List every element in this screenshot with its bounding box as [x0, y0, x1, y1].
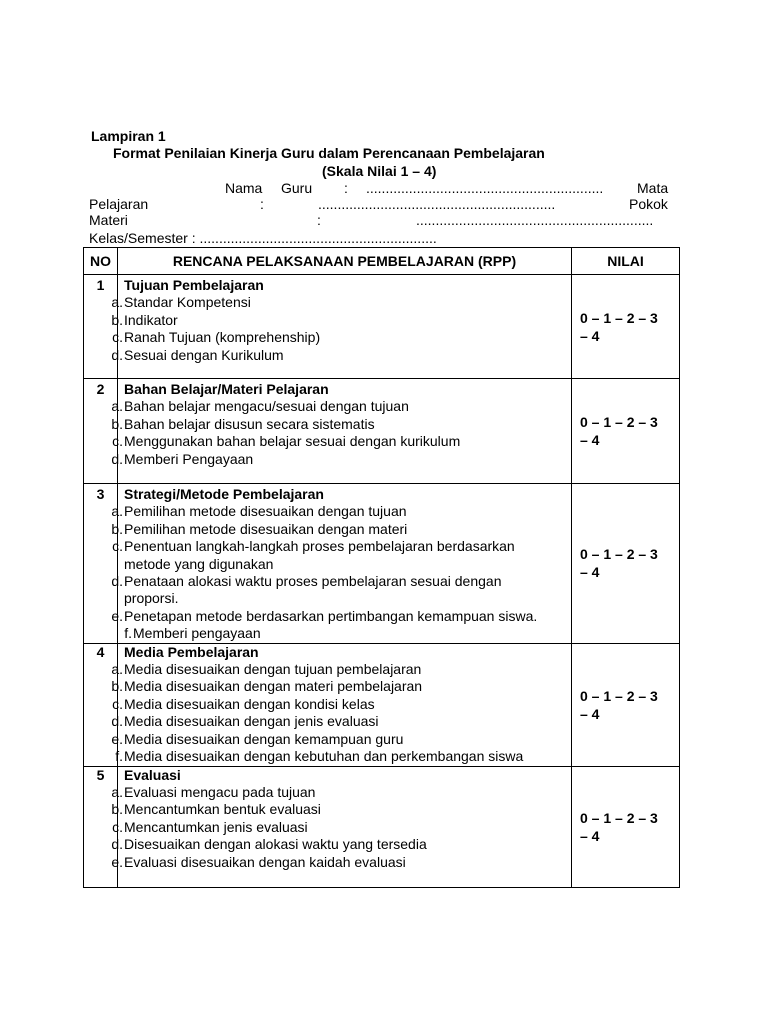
score-scale-line1: 0 – 1 – 2 – 3 — [580, 414, 658, 430]
item-text: Penataan alokasi waktu proses pembelajaran sesuai dengan — [124, 573, 502, 590]
section-number: 5 — [84, 766, 118, 887]
item-letter: a. — [111, 503, 123, 520]
section-row — [84, 379, 680, 484]
list-item — [111, 294, 571, 311]
section-row — [84, 275, 680, 379]
item-text: Media disesuaikan dengan kemampuan guru — [124, 730, 404, 747]
section-number: 4 — [84, 643, 118, 766]
pelajaran-label: Pelajaran — [89, 196, 149, 212]
list-item — [111, 853, 571, 871]
list-item — [112, 433, 571, 450]
item-letter: c. — [112, 538, 123, 555]
list-item — [111, 801, 571, 818]
section-title: Bahan Belajar/Materi Pelajaran — [124, 381, 329, 397]
item-text: Penetapan metode berdasarkan pertimbangan kemampuan siswa. — [124, 607, 538, 624]
section-items — [111, 275, 572, 379]
list-item — [111, 450, 571, 468]
item-text: Media disesuaikan dengan kebutuhan dan perkembangan siswa — [124, 748, 524, 765]
list-item — [111, 520, 571, 538]
nama-guru-dots: ............................................................. — [366, 180, 604, 196]
document-subtitle: (Skala Nilai 1 – 4) — [322, 163, 437, 179]
nama-label: Nama — [225, 180, 263, 196]
list-item — [112, 329, 571, 346]
list-item — [111, 661, 571, 678]
item-text: Disesuaikan dengan alokasi waktu yang tersedia — [124, 836, 427, 853]
item-letter: b. — [111, 678, 123, 695]
list-item — [111, 311, 571, 329]
item-text: Media disesuaikan dengan kondisi kelas — [124, 695, 375, 712]
section-row — [84, 643, 680, 766]
nilai-cell — [572, 766, 680, 887]
item-letter: f. — [115, 748, 123, 765]
item-text: Pemilihan metode disesuaikan dengan tujuan — [124, 503, 407, 520]
section-items — [111, 484, 572, 644]
list-item — [111, 730, 571, 748]
item-letter: b. — [111, 801, 123, 818]
list-item — [111, 415, 571, 433]
section-items — [111, 379, 572, 484]
materi-colon: : — [317, 212, 321, 228]
item-letter: d. — [111, 836, 123, 853]
nilai-cell — [572, 379, 680, 484]
list-item — [111, 713, 571, 730]
item-letter: e. — [111, 730, 123, 747]
score-scale-line2: – 4 — [580, 564, 600, 581]
pelajaran-colon: : — [260, 196, 264, 212]
section-number: 3 — [84, 484, 118, 644]
item-text: Mencantumkan bentuk evaluasi — [124, 801, 321, 818]
section-items — [111, 643, 572, 766]
item-text: Memberi pengayaan — [133, 625, 261, 642]
mata-label: Mata — [637, 180, 669, 196]
document-title: Format Penilaian Kinerja Guru dalam Perencanaan Pembelajaran — [113, 145, 545, 161]
score-scale-line2: – 4 — [580, 432, 600, 448]
section-title: Strategi/Metode Pembelajaran — [124, 486, 324, 502]
item-text: Indikator — [124, 311, 178, 328]
item-text: Mencantumkan jenis evaluasi — [124, 818, 308, 835]
item-letter: d. — [111, 713, 123, 730]
list-item — [112, 818, 571, 836]
score-scale-line1: 0 – 1 – 2 – 3 — [580, 309, 658, 326]
section-row — [84, 484, 680, 644]
section-title: Tujuan Pembelajaran — [124, 277, 264, 293]
item-text: Pemilihan metode disesuaikan dengan materi — [124, 520, 408, 537]
item-letter: c. — [112, 818, 123, 835]
item-letter: d. — [111, 573, 123, 590]
header-nilai: NILAI — [572, 248, 680, 275]
list-item — [111, 678, 571, 695]
item-text-continued: proporsi. — [124, 590, 179, 607]
item-text: Standar Kompetensi — [124, 294, 251, 311]
item-text-continued: metode yang digunakan — [124, 555, 274, 572]
item-text: Penentuan langkah-langkah proses pembelajaran berdasarkan — [124, 538, 515, 555]
section-number: 1 — [84, 275, 118, 379]
item-letter: a. — [111, 294, 123, 311]
item-text: Evaluasi mengacu pada tujuan — [124, 783, 316, 800]
list-item — [115, 748, 571, 765]
section-number: 2 — [84, 379, 118, 484]
section-title: Media Pembelajaran — [124, 643, 259, 660]
item-text: Sesuai dengan Kurikulum — [124, 346, 284, 363]
item-text: Media disesuaikan dengan jenis evaluasi — [124, 713, 379, 730]
table-header-row — [84, 248, 680, 275]
kelas-semester-line: Kelas/Semester : ............................................................. — [89, 230, 437, 246]
item-letter: d. — [111, 346, 123, 363]
list-item — [111, 346, 571, 364]
nilai-cell — [572, 643, 680, 766]
item-text: Menggunakan bahan belajar sesuai dengan kurikulum — [124, 433, 461, 450]
pelajaran-dots: ............................................................. — [318, 196, 556, 212]
item-letter: b. — [111, 520, 123, 537]
item-letter: f. — [124, 625, 132, 642]
item-letter: c. — [112, 433, 123, 450]
score-scale-line1: 0 – 1 – 2 – 3 — [580, 546, 658, 563]
materi-label: Materi — [89, 212, 128, 228]
item-letter: a. — [111, 398, 123, 415]
item-text: Evaluasi disesuaikan dengan kaidah evaluasi — [124, 853, 406, 870]
item-letter: e. — [111, 607, 123, 624]
list-item — [118, 625, 571, 642]
guru-label: Guru — [281, 180, 313, 196]
score-scale-line1: 0 – 1 – 2 – 3 — [580, 809, 658, 826]
section-items — [111, 766, 572, 887]
item-text: Memberi Pengayaan — [124, 450, 254, 467]
item-letter: b. — [111, 311, 123, 328]
item-letter: e. — [111, 853, 123, 870]
pokok-label: Pokok — [629, 196, 668, 212]
section-title: Evaluasi — [124, 766, 181, 783]
list-item — [111, 398, 571, 415]
list-item — [111, 836, 571, 853]
item-letter: a. — [111, 783, 123, 800]
item-letter: d. — [111, 450, 123, 467]
score-scale-line2: – 4 — [580, 827, 600, 844]
rpp-table — [83, 247, 680, 888]
nilai-cell — [572, 275, 680, 379]
lampiran-label: Lampiran 1 — [91, 128, 166, 144]
header-no: NO — [84, 248, 118, 275]
item-letter: c. — [112, 695, 123, 712]
item-letter: a. — [111, 661, 123, 678]
item-text: Bahan belajar disusun secara sistematis — [124, 415, 375, 432]
list-item — [111, 607, 571, 625]
item-text: Media disesuaikan dengan tujuan pembelajaran — [124, 661, 422, 678]
section-row — [84, 766, 680, 887]
item-text: Media disesuaikan dengan materi pembelajaran — [124, 678, 423, 695]
score-scale-line2: – 4 — [580, 705, 600, 722]
list-item — [111, 503, 571, 520]
score-scale-line2: – 4 — [580, 327, 600, 344]
item-text: Ranah Tujuan (komprehenship) — [124, 329, 321, 346]
score-scale-line1: 0 – 1 – 2 – 3 — [580, 687, 658, 704]
materi-dots: ............................................................. — [416, 212, 654, 228]
list-item — [111, 573, 571, 608]
item-text: Bahan belajar mengacu/sesuai dengan tujuan — [124, 398, 409, 415]
list-item — [112, 538, 571, 573]
header-rpp: RENCANA PELAKSANAAN PEMBELAJARAN (RPP) — [118, 248, 572, 275]
nilai-cell — [572, 484, 680, 644]
nama-guru-colon: : — [344, 180, 348, 196]
list-item — [111, 783, 571, 801]
list-item — [112, 695, 571, 713]
item-letter: b. — [111, 415, 123, 432]
item-letter: c. — [112, 329, 123, 346]
